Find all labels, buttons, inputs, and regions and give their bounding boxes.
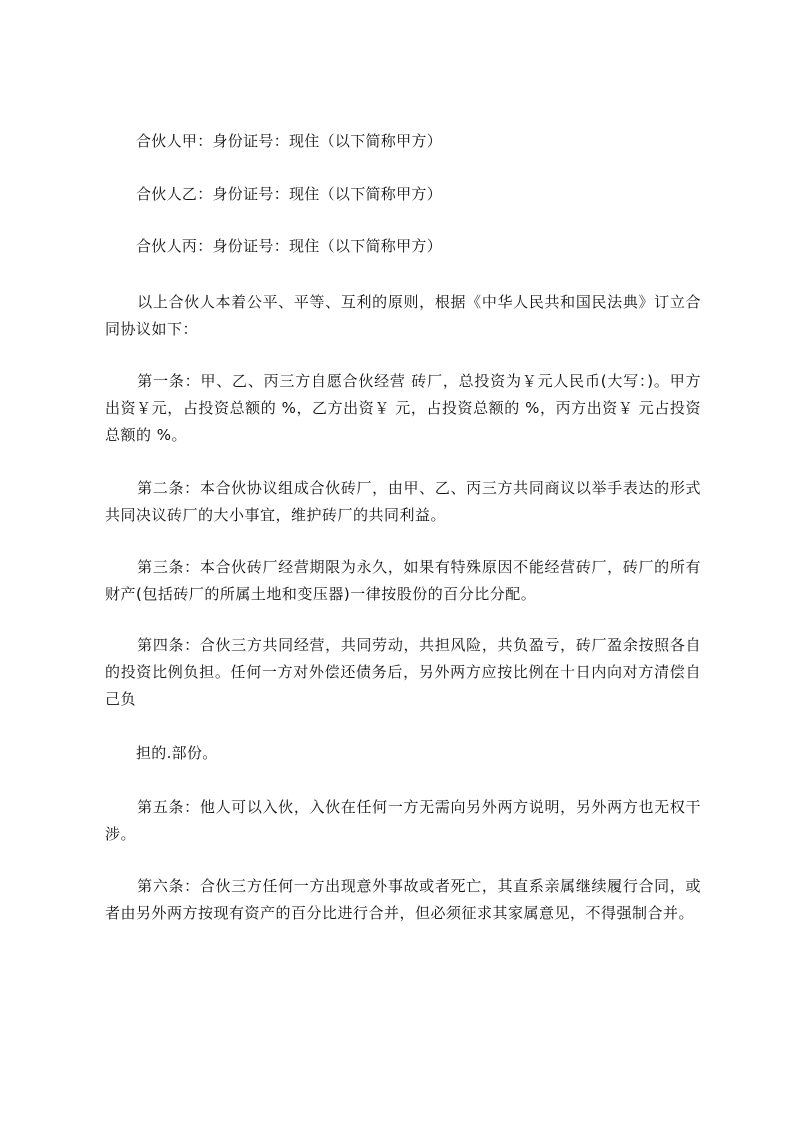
party-c-line: 合伙人丙：身份证号：现住（以下简称甲方）: [136, 237, 443, 255]
party-a-line: 合伙人甲：身份证号：现住（以下简称甲方）: [136, 132, 443, 150]
article-1: [105, 368, 701, 449]
article-5: [105, 794, 701, 848]
article-4-continuation: 担的.部份。: [136, 744, 218, 762]
article-6-text: 第六条：合伙三方任何一方出现意外事故或者死亡，其直系亲属继续履行合同，或者由另外两方按现有资产的百分比进行合并，但必须征求其家属意见，不得强制合并。: [105, 877, 701, 922]
article-5-text: 第五条：他人可以入伙，入伙在任何一方无需向另外两方说明，另外两方也无权干涉。: [105, 798, 701, 843]
article-2: [105, 475, 701, 529]
article-6: [105, 873, 701, 927]
preamble-paragraph: [105, 289, 701, 343]
article-3: [105, 554, 701, 608]
preamble-text: 以上合伙人本着公平、平等、互利的原则，根据《中华人民共和国民法典》订立合同协议如下：: [105, 293, 701, 338]
article-4: [105, 632, 701, 713]
article-1-text: 第一条：甲、乙、丙三方自愿合伙经营 砖厂，总投资为￥元人民币(大写：)。甲方出资￥元，占投资总额的 %，乙方出资￥ 元，占投资总额的 %，丙方出资￥ 元占投资总额的 %。: [105, 372, 701, 444]
article-3-text: 第三条：本合伙砖厂经营期限为永久，如果有特殊原因不能经营砖厂，砖厂的所有财产(包括砖厂的所属土地和变压器)一律按股份的百分比分配。: [105, 558, 701, 603]
article-4-text: 第四条：合伙三方共同经营，共同劳动，共担风险，共负盈亏，砖厂盈余按照各自的投资比例负担。任何一方对外偿还债务后，另外两方应按比例在十日内向对方清偿自己负: [105, 636, 701, 708]
party-b-line: 合伙人乙：身份证号：现住（以下简称甲方）: [136, 185, 443, 203]
article-2-text: 第二条：本合伙协议组成合伙砖厂，由甲、乙、丙三方共同商议以举手表达的形式共同决议砖厂的大小事宜，维护砖厂的共同利益。: [105, 479, 701, 524]
